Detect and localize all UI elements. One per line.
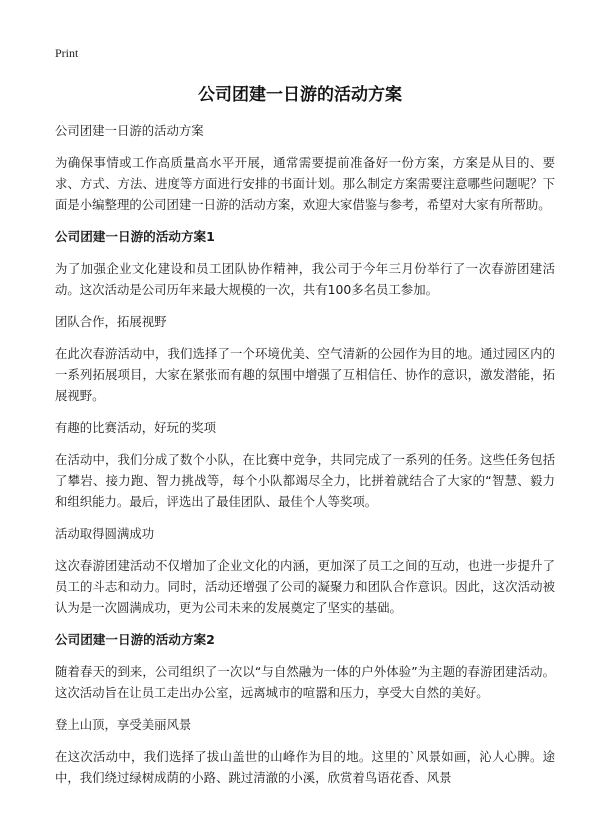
- section-1-paragraph-1: 为了加强企业文化建设和员工团队协作精神，我公司于今年三月份举行了一次春游团建活动。这次活动是公司历年来最大规模的一次，共有100多名员工参加。: [55, 261, 555, 297]
- section-2-paragraph-1: 随着春天的到来，公司组织了一次以“与自然融为一体的户外体验”为主题的春游团建活动。这次活动旨在让员工走出办公室，远离城市的喧嚣和压力，享受大自然的美好。: [55, 664, 555, 700]
- document-body: [55, 120, 555, 799]
- print-label[interactable]: Print: [55, 46, 79, 60]
- section-1-subheading-1: 团队合作，拓展视野: [55, 314, 167, 329]
- section-1-paragraph-3: 在活动中，我们分成了数个小队，在比赛中竞争，共同完成了一系列的任务。这些任务包括了攀岩、接力跑、智力挑战等，每个小队都竭尽全力，比拼着就结合了大家的“智慧、毅力和组织能力。最后，评选出了最佳团队、最佳个人等奖项。: [55, 452, 555, 509]
- section-2-heading: 公司团建一日游的活动方案2: [55, 632, 215, 647]
- intro-title: 公司团建一日游的活动方案: [55, 123, 204, 138]
- section-2-paragraph-2: 在这次活动中，我们选择了拔山盖世的山峰作为目的地。这里的`风景如画，沁人心脾。途中，我们绕过绿树成荫的小路、跳过清澈的小溪，欣赏着鸟语花香、风景: [55, 749, 555, 785]
- section-1-heading: 公司团建一日游的活动方案1: [55, 229, 215, 244]
- intro-paragraph: 为确保事情或工作高质量高水平开展，通常需要提前准备好一份方案，方案是从目的、要求、方式、方法、进度等方面进行安排的书面计划。那么制定方案需要注意哪些问题呢？下面是小编整理的公司团建一日游的活动方案，欢迎大家借鉴与参考，希望对大家有所帮助。: [55, 155, 555, 212]
- section-1-subheading-3: 活动取得圆满成功: [55, 526, 155, 541]
- section-1-paragraph-4: 这次春游团建活动不仅增加了企业文化的内涵，更加深了员工之间的互动，也进一步提升了员工的斗志和动力。同时，活动还增强了公司的凝聚力和团队合作意识。因此，这次活动被认为是一次圆满成功，更为公司未来的发展奠定了坚实的基础。: [55, 558, 555, 615]
- document-title: 公司团建一日游的活动方案: [198, 85, 402, 105]
- section-2-subheading-1: 登上山顶，享受美丽风景: [55, 717, 192, 732]
- section-1-subheading-2: 有趣的比赛活动，好玩的奖项: [55, 420, 217, 435]
- section-1-paragraph-2: 在此次春游活动中，我们选择了一个环境优美、空气清新的公园作为目的地。通过园区内的一系列拓展项目，大家在紧张而有趣的氛围中增强了互相信任、协作的意识，激发潜能，拓展视野。: [55, 346, 555, 403]
